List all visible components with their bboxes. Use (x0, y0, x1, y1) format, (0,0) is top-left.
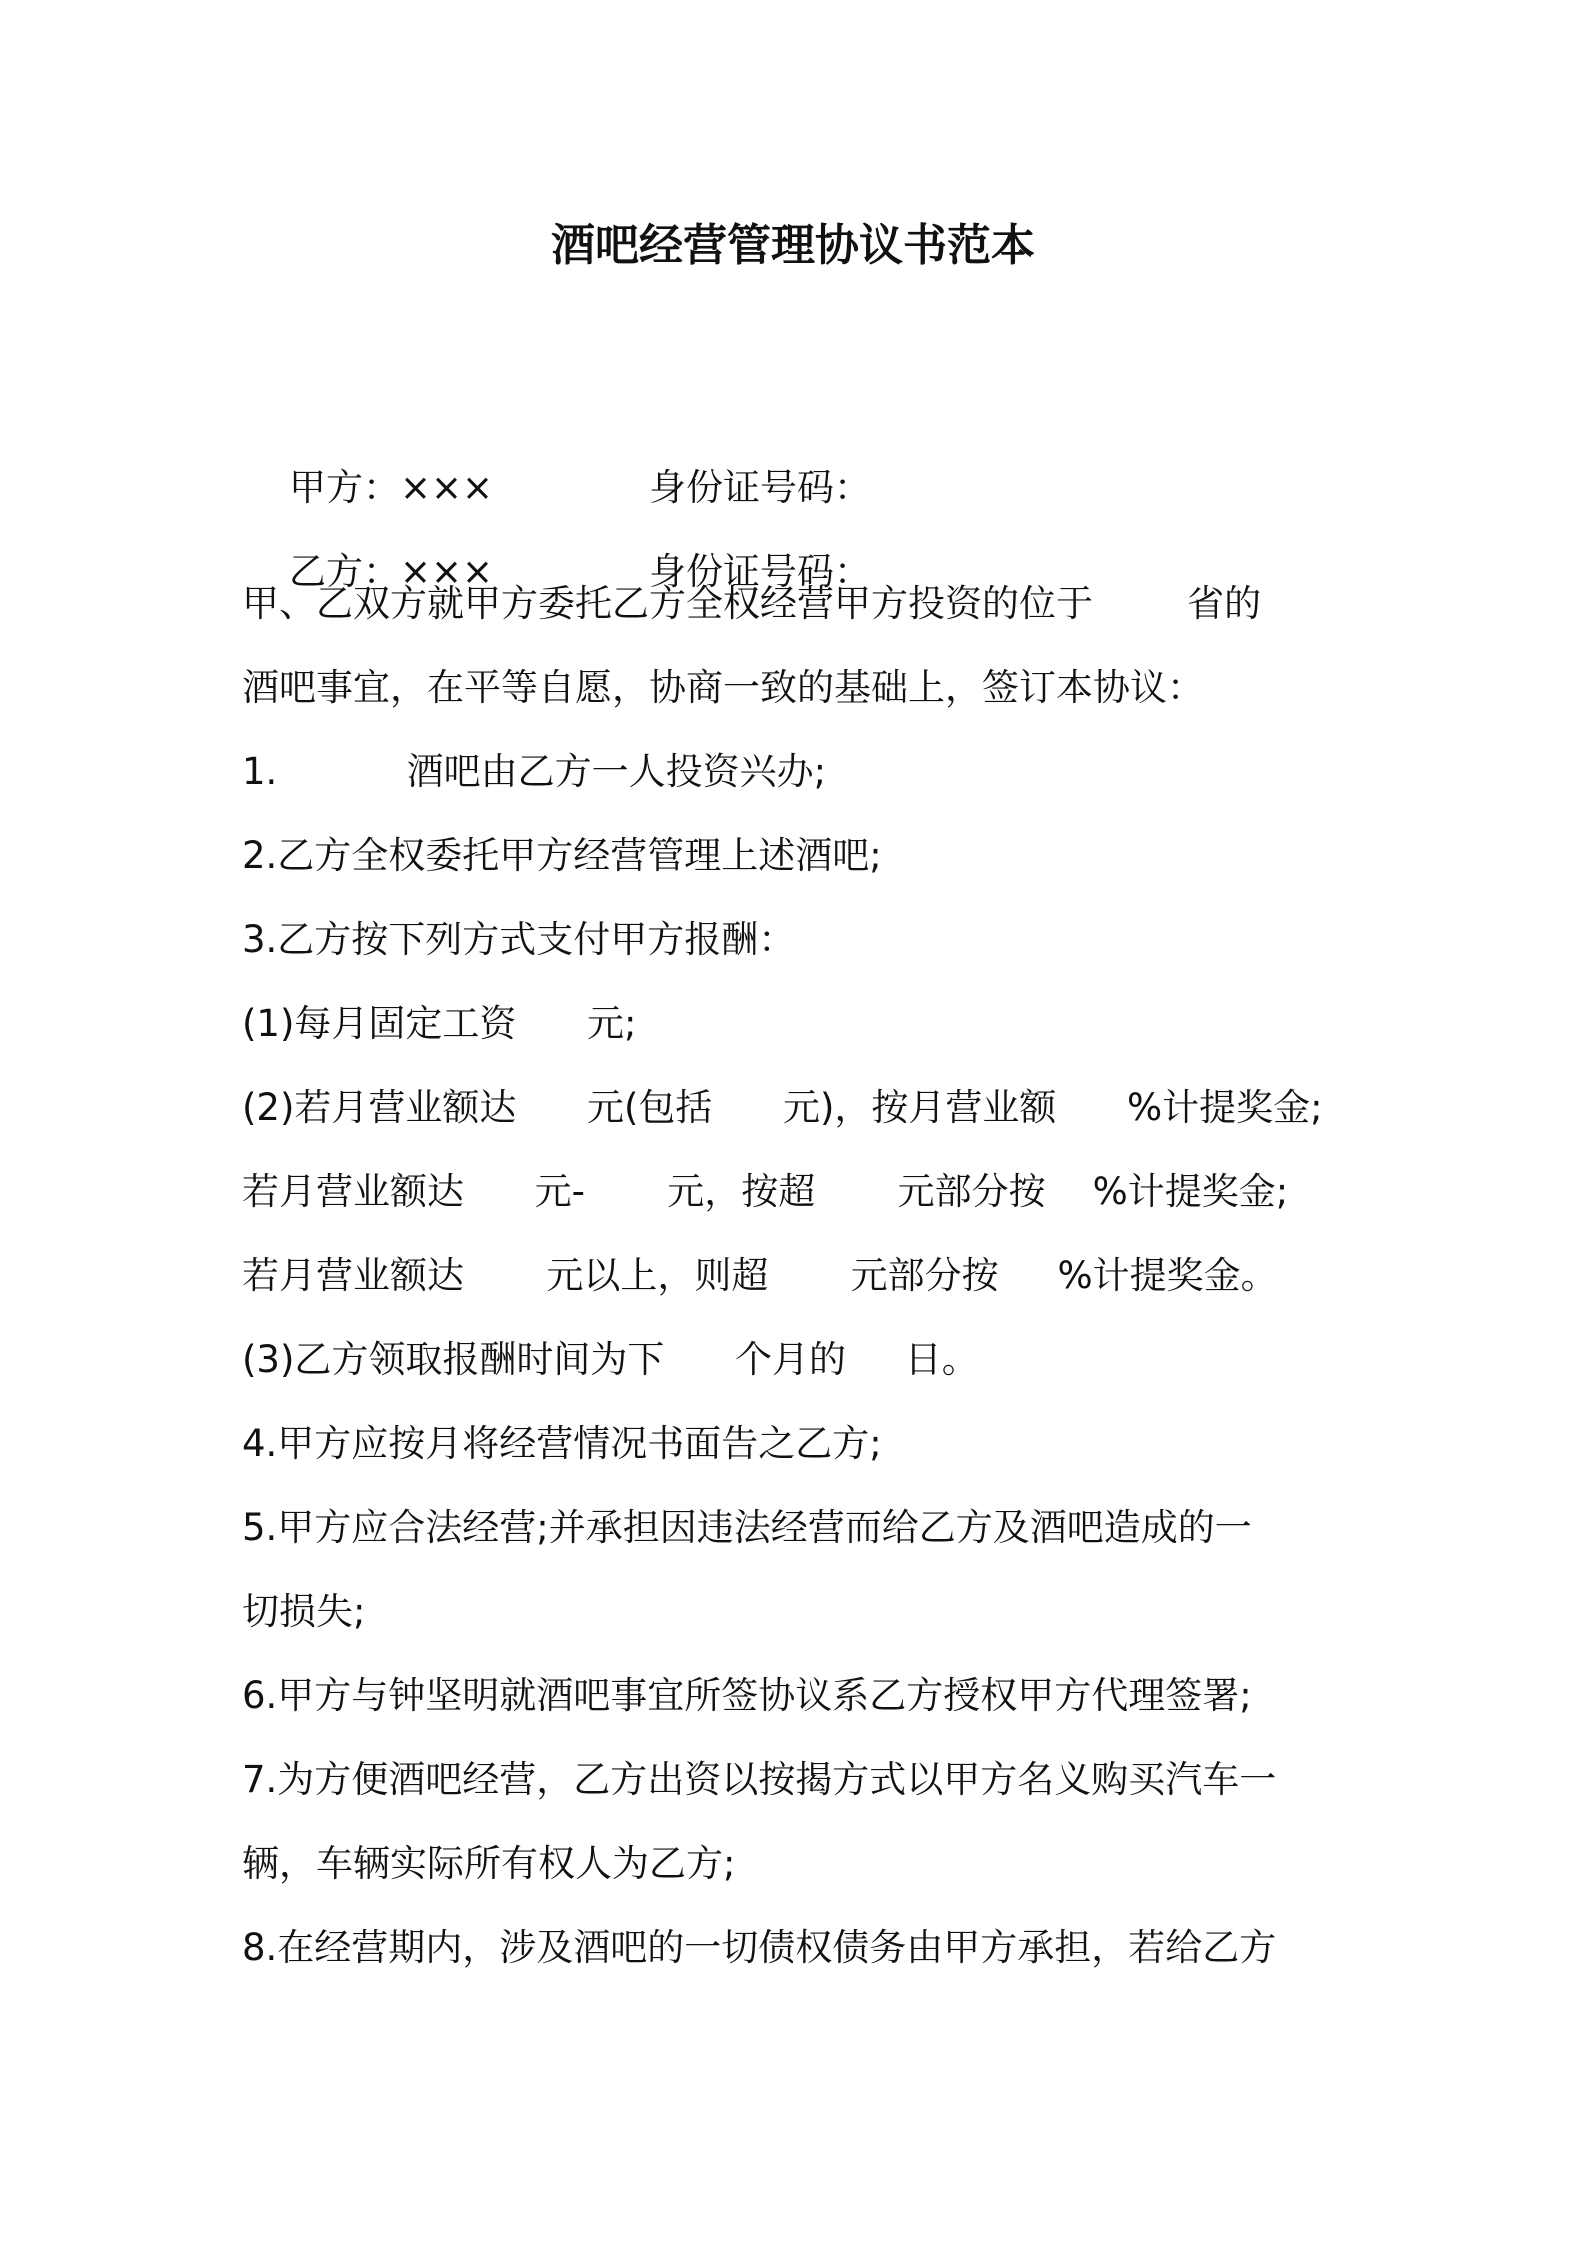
clause-line: 5.甲方应合法经营;并承担因违法经营而给乙方及酒吧造成的一 (242, 1506, 1252, 1549)
document-title: 酒吧经营管理协议书范本 (551, 220, 1035, 271)
intro-line: 甲、乙双方就甲方委托乙方全权经营甲方投资的位于 省的 (242, 582, 1262, 625)
clause-line: 8.在经营期内，涉及酒吧的一切债权债务由甲方承担，若给乙方 (242, 1926, 1277, 1969)
clause-line: 2.乙方全权委托甲方经营管理上述酒吧; (242, 834, 882, 877)
clause-line: (3)乙方领取报酬时间为下 个月的 日。 (242, 1338, 979, 1381)
intro-line: 酒吧事宜，在平等自愿，协商一致的基础上，签订本协议： (242, 666, 1204, 709)
clause-line: 辆，车辆实际所有权人为乙方; (242, 1842, 736, 1885)
clause-line: 4.甲方应按月将经营情况书面告之乙方; (242, 1422, 882, 1465)
clause-line: (1)每月固定工资 元; (242, 1002, 637, 1045)
clause-line: 7.为方便酒吧经营，乙方出资以按揭方式以甲方名义购买汽车一 (242, 1758, 1277, 1801)
party-a-label: 甲方：××× (289, 466, 494, 509)
party-a-id-label: 身份证号码： (649, 466, 872, 509)
clause-line: 1. 酒吧由乙方一人投资兴办; (242, 750, 827, 793)
clause-line: 切损失; (242, 1590, 366, 1633)
clause-line: 若月营业额达 元以上，则超 元部分按 %计提奖金。 (242, 1254, 1278, 1297)
clause-line: 6.甲方与钟坚明就酒吧事宜所签协议系乙方授权甲方代理签署; (242, 1674, 1252, 1717)
party-b-id-label: 身份证号码： (649, 550, 872, 593)
clause-line: 3.乙方按下列方式支付甲方报酬： (242, 918, 796, 961)
clause-line: 若月营业额达 元- 元，按超 元部分按 %计提奖金; (242, 1170, 1289, 1213)
clause-line: (2)若月营业额达 元(包括 元)，按月营业额 %计提奖金; (242, 1086, 1323, 1129)
party-b-label: 乙方：××× (289, 550, 494, 593)
